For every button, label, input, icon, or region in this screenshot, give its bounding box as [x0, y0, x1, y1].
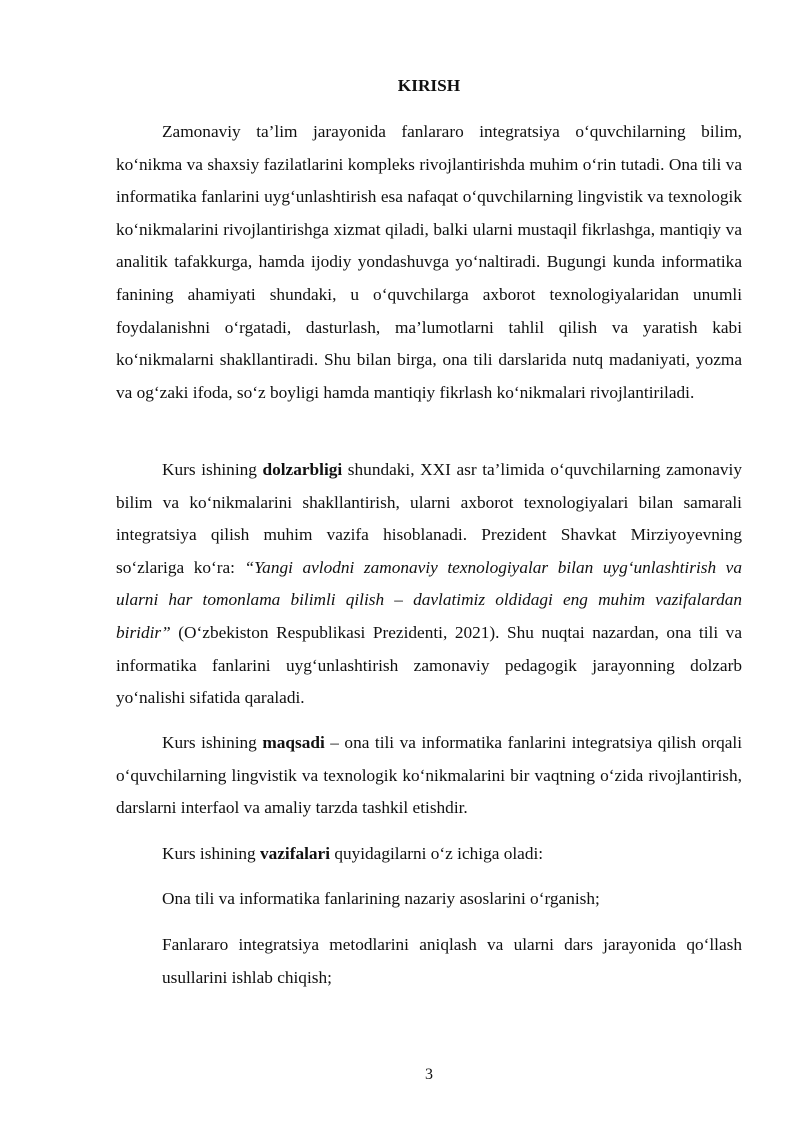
page-number: 3: [425, 1066, 433, 1083]
relevance-text-end: (O‘zbekiston Respublikasi Prezidenti, 2021). Shu nuqtai nazardan, ona tili va informatika fanlarini uyg‘unlashtirish zamonaviy pedagogik jarayonning dolzarb yo‘nalishi sifatida qaraladi.: [116, 622, 742, 708]
goal-keyword: maqsadi: [262, 733, 325, 752]
section-heading: KIRISH: [397, 76, 461, 95]
tasks-intro-paragraph: [162, 838, 742, 871]
intro-paragraph: Zamonaviy ta’lim jarayonida fanlararo integratsiya o‘quvchilarning bilim, ko‘nikma va shaxsiy fazilatlarini kompleks rivojlantirishda muhim o‘rin tutadi. Ona tili va informatika fanlarini uyg‘unlashtirish esa nafaqat o‘quvchilarning lingvistik va texnologik ko‘nikmalarini rivojlantirishga xizmat qiladi, balki ularni mustaqil fikrlashga, mantiqiy va analitik tafakkurga, hamda ijodiy yondashuvga yo‘naltiradi. Bugungi kunda informatika fanining ahamiyati shundaki, u o‘quvchilarga axborot texnologiyalaridan unumli foydalanishni o‘rgatadi, dasturlash, ma’lumotlarni tahlil qilish va yaratish kabi ko‘nikmalarni shakllantiradi. Shu bilan birga, ona tili darslarida nutq madaniyati, yozma va og‘zaki ifoda, so‘z boyligi hamda mantiqiy fikrlash ko‘nikmalari rivojlantiriladi.: [116, 122, 742, 402]
goal-text-end: – ona tili va informatika fanlarini integratsiya qilish orqali o‘quvchilarning lingvistik va texnologik ko‘nikmalarini bir vaqtning o‘zida rivojlantirish, darslarni interfaol va amaliy tarzda tashkil etishdir.: [116, 733, 742, 818]
president-quote: “Yangi avlodni zamonaviy texnologiyalar bilan uyg‘unlashtirish va ularni har tomonlama bilimli qilish – davlatimiz oldidagi eng muhim vazifalardan biridir”: [116, 557, 742, 642]
relevance-text-middle: shundaki, XXI asr ta’limida o‘quvchilarning zamonaviy bilim va ko‘nikmalarini shakllantirish, ularni axborot texnologiyalari bilan samarali integratsiya qilish muhim vazifa hisoblanadi. Prezident Shavkat Mirziyoyevning so‘zlariga ko‘ra:: [116, 460, 742, 577]
relevance-text-start: Kurs ishining: [162, 460, 263, 479]
relevance-keyword: dolzarbligi: [262, 460, 343, 479]
task-item: Fanlararo integratsiya metodlarini aniqlash va ularni dars jarayonida qo‘llash usullarini ishlab chiqish;: [162, 935, 742, 987]
tasks-text-end: quyidagilarni o‘z ichiga oladi:: [330, 844, 544, 863]
goal-paragraph: [116, 727, 742, 825]
relevance-paragraph: [116, 454, 742, 715]
tasks-text-start: Kurs ishining: [162, 844, 260, 863]
goal-text-start: Kurs ishining: [162, 733, 263, 752]
tasks-keyword: vazifalari: [259, 844, 330, 863]
task-item: Ona tili va informatika fanlarining nazariy asoslarini o‘rganish;: [162, 889, 600, 908]
